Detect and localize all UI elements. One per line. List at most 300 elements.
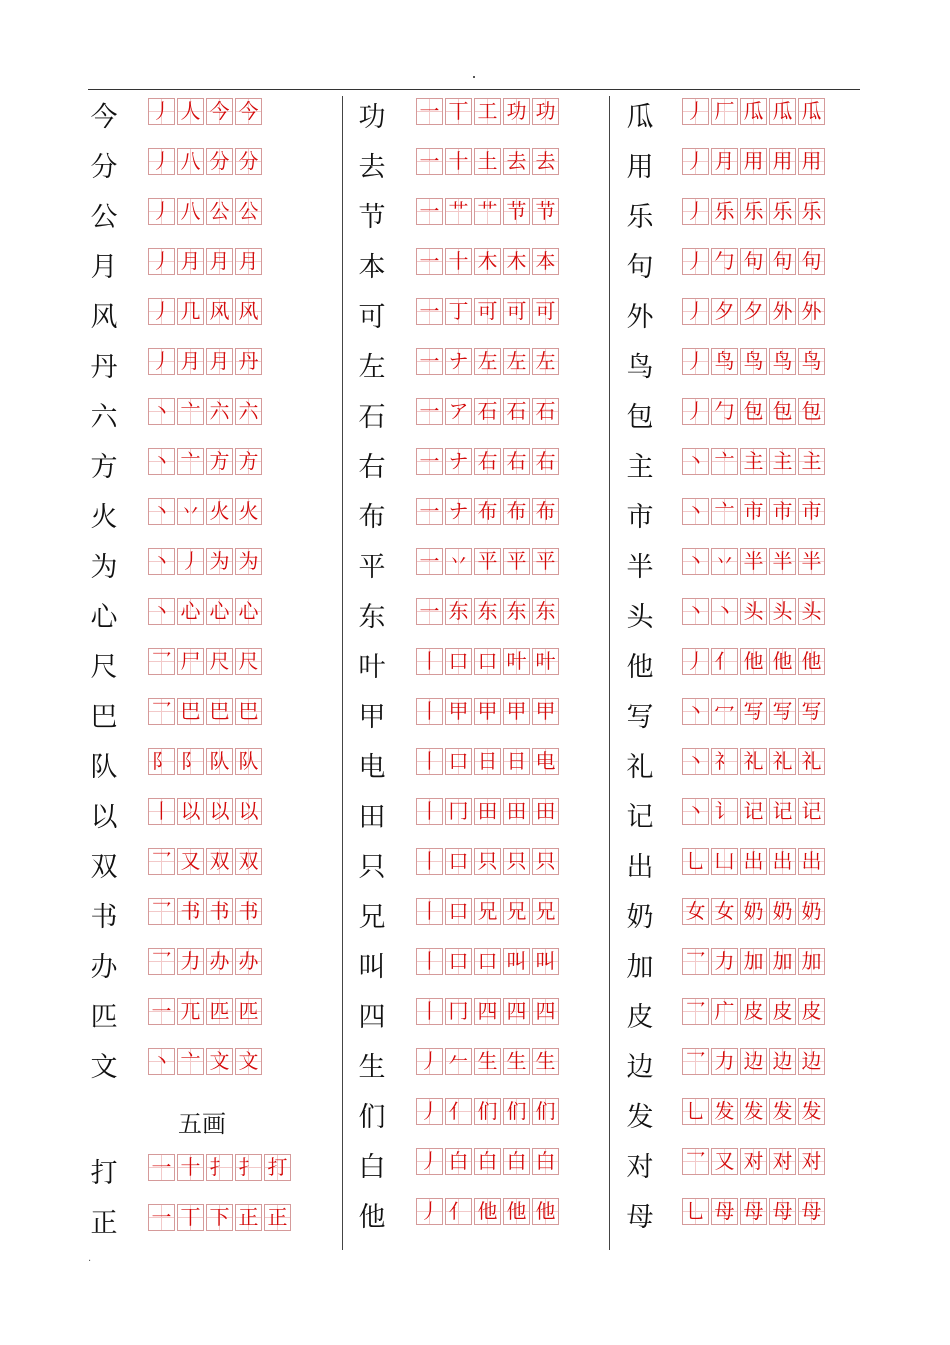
character-label: 月 [90,252,118,283]
section-heading [88,1092,338,1148]
stroke-order-grid [416,998,561,1025]
stroke-step-cell: 乛 [148,948,175,975]
stroke-step-cell: 阝 [148,748,175,775]
character-label: 本 [358,252,386,283]
stroke-step-cell: 句 [798,248,825,275]
stroke-step-cell: 勹 [711,398,738,425]
stroke-step-cell: 打 [264,1154,291,1181]
stroke-step-cell: 月 [177,248,204,275]
stroke-step-cell: 包 [740,398,767,425]
stroke-step-cell: 出 [798,848,825,875]
character-label: 四 [358,1002,386,1033]
stroke-step-cell: 奶 [740,898,767,925]
stroke-step-cell: 厂 [711,98,738,125]
character-row [356,542,606,592]
stroke-step-cell: 广 [711,998,738,1025]
character-row [88,192,338,242]
stroke-step-cell: 瓜 [798,98,825,125]
stroke-step-cell: 白 [445,1148,472,1175]
stroke-step-cell: 乚 [682,1198,709,1225]
character-row [356,992,606,1042]
stroke-step-cell: 甲 [474,698,501,725]
character-label: 用 [626,152,654,183]
stroke-step-cell: 丷 [445,548,472,575]
character-label: 以 [90,802,118,833]
stroke-step-cell: 扌 [235,1154,262,1181]
stroke-order-grid [416,498,561,525]
stroke-step-cell: 丿 [682,198,709,225]
character-row [88,92,338,142]
stroke-step-cell: 今 [206,98,233,125]
stroke-step-cell: 对 [740,1148,767,1175]
stroke-step-cell: 书 [206,898,233,925]
stroke-step-cell: 尸 [177,648,204,675]
stroke-step-cell: 丿 [416,1148,443,1175]
stroke-step-cell: 书 [177,898,204,925]
character-label: 石 [358,402,386,433]
stroke-step-cell: 丷 [711,548,738,575]
stroke-step-cell: 冖 [711,698,738,725]
stroke-step-cell: 口 [445,648,472,675]
stroke-step-cell: 们 [532,1098,559,1125]
stroke-order-grid [148,598,264,625]
stroke-step-cell: 丶 [682,448,709,475]
stroke-step-cell: 丶 [682,698,709,725]
stroke-step-cell: 一 [416,498,443,525]
stroke-step-cell: 四 [503,998,530,1025]
character-label: 双 [90,852,118,883]
stroke-step-cell: 写 [798,698,825,725]
stroke-order-grid [148,198,264,225]
character-row [624,192,860,242]
character-label: 功 [358,102,386,133]
stroke-step-cell: 公 [206,198,233,225]
stroke-step-cell: 冂 [445,998,472,1025]
stroke-step-cell: 丶 [711,598,738,625]
character-label: 鸟 [626,352,654,383]
stroke-order-grid [416,1148,561,1175]
stroke-order-grid [416,1098,561,1125]
stroke-order-grid [682,498,827,525]
stroke-step-cell: 丹 [235,348,262,375]
character-row [356,292,606,342]
stroke-step-cell: 只 [532,848,559,875]
stroke-order-grid [682,98,827,125]
stroke-step-cell: 一 [416,598,443,625]
stroke-step-cell: 发 [740,1098,767,1125]
character-row [356,92,606,142]
character-row [88,292,338,342]
stroke-step-cell: 包 [769,398,796,425]
stroke-step-cell: 文 [206,1048,233,1075]
stroke-step-cell: 丶 [148,498,175,525]
stroke-step-cell: 口 [445,748,472,775]
stroke-step-cell: 瓜 [740,98,767,125]
stroke-step-cell: 乛 [682,948,709,975]
character-row [356,492,606,542]
stroke-step-cell: 公 [235,198,262,225]
stroke-step-cell: 田 [532,798,559,825]
stroke-step-cell: 乐 [798,198,825,225]
stroke-step-cell: 丿 [148,348,175,375]
stroke-step-cell: 乚 [682,1098,709,1125]
character-label: 风 [90,302,118,333]
stroke-step-cell: 亠 [177,398,204,425]
stroke-order-grid [416,848,561,875]
character-row [88,342,338,392]
stroke-step-cell: 匹 [235,998,262,1025]
stroke-step-cell: 边 [769,1048,796,1075]
section-heading-text: 五画 [178,1110,226,1138]
character-label: 丹 [90,352,118,383]
stroke-step-cell: 巴 [235,698,262,725]
character-label: 对 [626,1152,654,1183]
character-label: 匹 [90,1002,118,1033]
stroke-order-grid [416,398,561,425]
stroke-step-cell: 心 [177,598,204,625]
stroke-step-cell: 丨 [416,898,443,925]
character-row [624,1092,860,1142]
stroke-step-cell: 出 [769,848,796,875]
stroke-step-cell: 一 [416,148,443,175]
stroke-step-cell: 兄 [532,898,559,925]
stroke-order-grid [416,198,561,225]
character-label: 正 [90,1208,118,1239]
stroke-step-cell: 丿 [682,398,709,425]
stroke-step-cell: 白 [503,1148,530,1175]
character-row [88,592,338,642]
stroke-step-cell: 布 [503,498,530,525]
character-label: 方 [90,452,118,483]
character-row [88,892,338,942]
character-label: 句 [626,252,654,283]
stroke-order-grid [416,348,561,375]
character-label: 打 [90,1158,118,1189]
stroke-order-grid [682,998,827,1025]
stroke-step-cell: 丶 [682,748,709,775]
stroke-step-cell: 兄 [474,898,501,925]
stroke-order-grid [148,248,264,275]
stroke-step-cell: 丷 [177,498,204,525]
stroke-order-grid [148,298,264,325]
stroke-order-grid [416,798,561,825]
stroke-step-cell: 办 [235,948,262,975]
stroke-step-cell: 半 [740,548,767,575]
stroke-step-cell: 右 [532,448,559,475]
stroke-step-cell: 加 [798,948,825,975]
stroke-step-cell: 母 [769,1198,796,1225]
stroke-step-cell: 八 [177,148,204,175]
stroke-step-cell: 丿 [682,348,709,375]
stroke-order-grid [148,1204,293,1231]
character-label: 出 [626,852,654,883]
stroke-step-cell: 乛 [148,698,175,725]
stroke-order-grid [416,448,561,475]
stroke-order-grid [148,948,264,975]
column-3 [624,92,860,1242]
character-row [624,1142,860,1192]
stroke-step-cell: 凵 [711,848,738,875]
stroke-step-cell: 乛 [682,998,709,1025]
stroke-step-cell: 丶 [682,598,709,625]
stroke-step-cell: 火 [235,498,262,525]
stroke-step-cell: 主 [769,448,796,475]
stroke-step-cell: 包 [798,398,825,425]
stroke-order-grid [148,148,264,175]
character-label: 书 [90,902,118,933]
character-row [356,742,606,792]
stroke-step-cell: 女 [711,898,738,925]
header-rule [88,89,860,90]
stroke-step-cell: 一 [416,298,443,325]
stroke-step-cell: 头 [769,598,796,625]
stroke-step-cell: 丿 [682,148,709,175]
stroke-step-cell: 加 [740,948,767,975]
stroke-step-cell: 正 [264,1204,291,1231]
character-label: 瓜 [626,102,654,133]
stroke-step-cell: 礻 [711,748,738,775]
stroke-order-grid [682,598,827,625]
stroke-step-cell: 布 [474,498,501,525]
column-divider-2 [609,96,610,1250]
stroke-step-cell: 可 [503,298,530,325]
stroke-step-cell: 丨 [416,648,443,675]
stroke-step-cell: 市 [740,498,767,525]
character-label: 甲 [358,702,386,733]
stroke-step-cell: 月 [206,348,233,375]
character-row [624,142,860,192]
stroke-order-grid [416,648,561,675]
stroke-order-grid [148,748,264,775]
stroke-step-cell: 可 [474,298,501,325]
stroke-order-grid [682,348,827,375]
character-row [88,842,338,892]
stroke-step-cell: ナ [445,348,472,375]
stroke-order-grid [682,748,827,775]
character-row [356,1142,606,1192]
stroke-step-cell: 母 [711,1198,738,1225]
stroke-step-cell: 方 [235,448,262,475]
stroke-step-cell: 丨 [416,998,443,1025]
stroke-step-cell: 头 [740,598,767,625]
character-row [624,742,860,792]
stroke-step-cell: 白 [474,1148,501,1175]
stroke-order-grid [416,948,561,975]
stroke-step-cell: 一 [416,198,443,225]
stroke-step-cell: 丿 [682,248,709,275]
stroke-step-cell: 四 [474,998,501,1025]
stroke-step-cell: 田 [503,798,530,825]
character-row [356,942,606,992]
stroke-step-cell: 叫 [503,948,530,975]
stroke-step-cell: 主 [740,448,767,475]
stroke-step-cell: 只 [503,848,530,875]
stroke-order-grid [682,898,827,925]
character-row [88,242,338,292]
stroke-step-cell: 勹 [711,248,738,275]
character-row [356,842,606,892]
stroke-step-cell: 亠 [177,448,204,475]
stroke-step-cell: 亻 [711,648,738,675]
character-label: 市 [626,502,654,533]
stroke-step-cell: 皮 [740,998,767,1025]
stroke-step-cell: 礼 [769,748,796,775]
stroke-step-cell: 礼 [798,748,825,775]
stroke-step-cell: 亻 [445,1198,472,1225]
character-row [88,1148,338,1198]
stroke-step-cell: 丿 [148,98,175,125]
stroke-step-cell: 文 [235,1048,262,1075]
character-label: 兄 [358,902,386,933]
character-row [356,242,606,292]
stroke-step-cell: 皮 [798,998,825,1025]
character-row [624,792,860,842]
stroke-step-cell: 扌 [206,1154,233,1181]
stroke-step-cell: 礼 [740,748,767,775]
character-row [624,992,860,1042]
stroke-step-cell: ナ [445,498,472,525]
stroke-step-cell: 田 [474,798,501,825]
stroke-step-cell: 叶 [503,648,530,675]
stroke-order-grid [416,698,561,725]
stroke-step-cell: 一 [148,1204,175,1231]
stroke-step-cell: 六 [235,398,262,425]
stroke-step-cell: 乚 [682,848,709,875]
stroke-step-cell: 们 [474,1098,501,1125]
stroke-step-cell: 生 [474,1048,501,1075]
character-label: 半 [626,552,654,583]
character-row [356,392,606,442]
stroke-step-cell: 可 [532,298,559,325]
character-row [624,542,860,592]
character-label: 乐 [626,202,654,233]
stroke-step-cell: 六 [206,398,233,425]
stroke-step-cell: 东 [445,598,472,625]
stroke-step-cell: 功 [503,98,530,125]
character-row [88,442,338,492]
stroke-step-cell: 讠 [711,798,738,825]
character-label: 只 [358,852,386,883]
character-label: 心 [90,602,118,633]
stroke-step-cell: 平 [503,548,530,575]
stroke-step-cell: 他 [474,1198,501,1225]
stroke-step-cell: 鸟 [711,348,738,375]
character-row [88,142,338,192]
character-row [624,642,860,692]
character-label: 礼 [626,752,654,783]
character-label: 皮 [626,1002,654,1033]
character-label: 可 [358,302,386,333]
character-label: 母 [626,1202,654,1233]
stroke-step-cell: 甲 [503,698,530,725]
stroke-step-cell: 心 [235,598,262,625]
stroke-step-cell: 叫 [532,948,559,975]
stroke-step-cell: 一 [416,348,443,375]
stroke-step-cell: 白 [532,1148,559,1175]
stroke-step-cell: 分 [235,148,262,175]
stroke-step-cell: 火 [206,498,233,525]
character-row [88,392,338,442]
stroke-step-cell: 口 [445,948,472,975]
stroke-step-cell: 尺 [206,648,233,675]
stroke-step-cell: 丿 [682,98,709,125]
character-row [88,792,338,842]
stroke-step-cell: 队 [235,748,262,775]
stroke-step-cell: 夕 [740,298,767,325]
stroke-step-cell: 皮 [769,998,796,1025]
stroke-order-grid [682,848,827,875]
stroke-step-cell: 尺 [235,648,262,675]
character-row [356,642,606,692]
stroke-order-grid [682,548,827,575]
stroke-step-cell: 丨 [416,748,443,775]
stroke-step-cell: 双 [235,848,262,875]
stroke-step-cell: 口 [474,648,501,675]
stroke-step-cell: 左 [474,348,501,375]
stroke-step-cell: 亠 [177,1048,204,1075]
stroke-step-cell: 他 [769,648,796,675]
stroke-step-cell: 去 [503,148,530,175]
stroke-step-cell: 乛 [148,898,175,925]
stroke-step-cell: 们 [503,1098,530,1125]
stroke-step-cell: 平 [532,548,559,575]
character-row [356,1092,606,1142]
character-label: 记 [626,802,654,833]
stroke-step-cell: 甲 [532,698,559,725]
stroke-order-grid [416,598,561,625]
character-label: 白 [358,1152,386,1183]
stroke-step-cell: 丁 [445,298,472,325]
stroke-step-cell: 布 [532,498,559,525]
stroke-step-cell: 鸟 [798,348,825,375]
stroke-order-grid [416,248,561,275]
stroke-step-cell: 土 [474,148,501,175]
character-row [356,592,606,642]
stroke-order-grid [682,1148,827,1175]
stroke-step-cell: 写 [769,698,796,725]
character-row [356,142,606,192]
stroke-step-cell: 右 [503,448,530,475]
stroke-step-cell: 丿 [148,148,175,175]
stroke-step-cell: 丶 [148,398,175,425]
stroke-step-cell: 艹 [474,198,501,225]
stroke-step-cell: 月 [206,248,233,275]
stroke-step-cell: 一 [416,248,443,275]
stroke-step-cell: 以 [235,798,262,825]
stroke-order-grid [682,298,827,325]
character-label: 队 [90,752,118,783]
character-label: 边 [626,1052,654,1083]
stroke-step-cell: 叶 [532,648,559,675]
character-label: 加 [626,952,654,983]
stroke-step-cell: 丨 [416,848,443,875]
stroke-step-cell: 办 [206,948,233,975]
character-row [624,842,860,892]
stroke-order-grid [682,1098,827,1125]
stroke-step-cell: 正 [235,1204,262,1231]
stroke-step-cell: 用 [740,148,767,175]
character-label: 公 [90,202,118,233]
stroke-step-cell: 东 [503,598,530,625]
stroke-step-cell: 对 [798,1148,825,1175]
stroke-step-cell: 他 [740,648,767,675]
stroke-order-grid [148,498,264,525]
stroke-order-grid [416,548,561,575]
stroke-step-cell: 母 [798,1198,825,1225]
character-label: 奶 [626,902,654,933]
stroke-step-cell: 主 [798,448,825,475]
stroke-order-grid [148,648,264,675]
